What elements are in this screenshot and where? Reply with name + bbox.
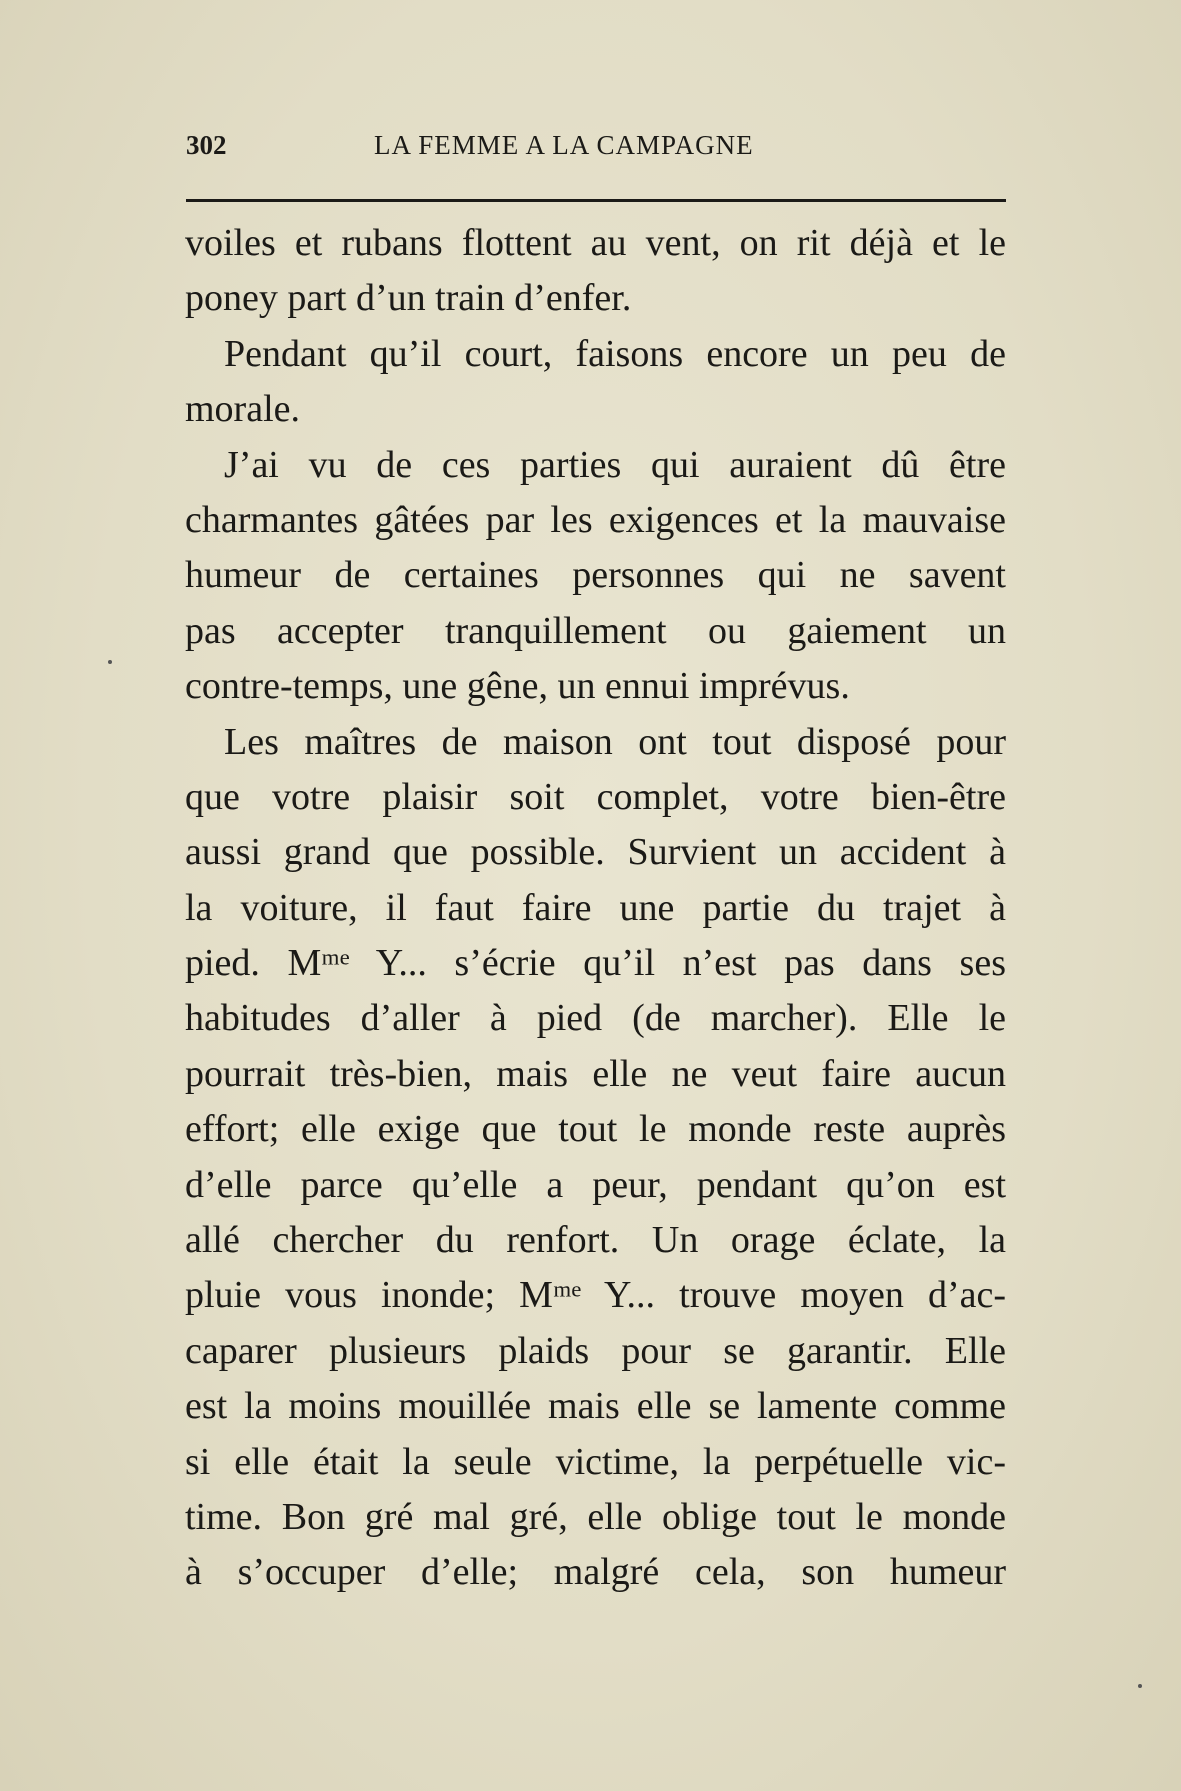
paper-speck: [108, 660, 112, 664]
text-line: caparer plusieurs plaids pour se garantir. Elle: [185, 1329, 1006, 1372]
text-line: contre-temps, une gêne, un ennui imprévus.: [185, 665, 850, 708]
text-line: poney part d’un train d’enfer.: [185, 277, 632, 320]
text-line: habitudes d’aller à pied (de marcher). Elle le: [185, 997, 1006, 1040]
text-line: Pendant qu’il court, faisons encore un peu de: [224, 332, 1006, 375]
body-text: [185, 216, 1006, 1601]
text-line: aussi grand que possible. Survient un accident à: [185, 831, 1006, 874]
text-line: humeur de certaines personnes qui ne savent: [185, 554, 1006, 597]
text-line: time. Bon gré mal gré, elle oblige tout le monde: [185, 1495, 1006, 1538]
text-line: Les maîtres de maison ont tout disposé pour: [224, 720, 1006, 763]
running-header: [186, 130, 1006, 170]
running-title: LA FEMME A LA CAMPAGNE: [374, 130, 754, 160]
text-line: voiles et rubans flottent au vent, on rit déjà et le: [185, 222, 1006, 264]
text-line: la voiture, il faut faire une partie du trajet à: [185, 886, 1006, 929]
text-line: à s’occuper d’elle; malgré cela, son humeur: [185, 1551, 1006, 1594]
text-line: effort; elle exige que tout le monde reste auprès: [185, 1108, 1006, 1151]
text-line: pied. Mᵐᵉ Y... s’écrie qu’il n’est pas dans ses: [185, 942, 1006, 985]
page-number: 302: [186, 130, 227, 160]
text-line: est la moins mouillée mais elle se lamente comme: [185, 1385, 1006, 1428]
text-line: pluie vous inonde; Mᵐᵉ Y... trouve moyen d’ac-: [185, 1274, 1006, 1317]
text-line: que votre plaisir soit complet, votre bien-être: [185, 775, 1006, 818]
text-line: d’elle parce qu’elle a peur, pendant qu’on est: [185, 1163, 1006, 1206]
text-line: pourrait très-bien, mais elle ne veut faire aucun: [185, 1052, 1006, 1095]
paper-speck: [1138, 1684, 1142, 1688]
text-line: charmantes gâtées par les exigences et la mauvaise: [185, 498, 1006, 541]
header-rule: [186, 199, 1006, 202]
text-line: morale.: [185, 388, 301, 431]
text-line: si elle était la seule victime, la perpétuelle vic-: [185, 1440, 1006, 1483]
text-line: allé chercher du renfort. Un orage éclate, la: [185, 1219, 1006, 1262]
text-line: J’ai vu de ces parties qui auraient dû être: [224, 443, 1006, 486]
text-line: pas accepter tranquillement ou gaiement un: [185, 609, 1006, 652]
